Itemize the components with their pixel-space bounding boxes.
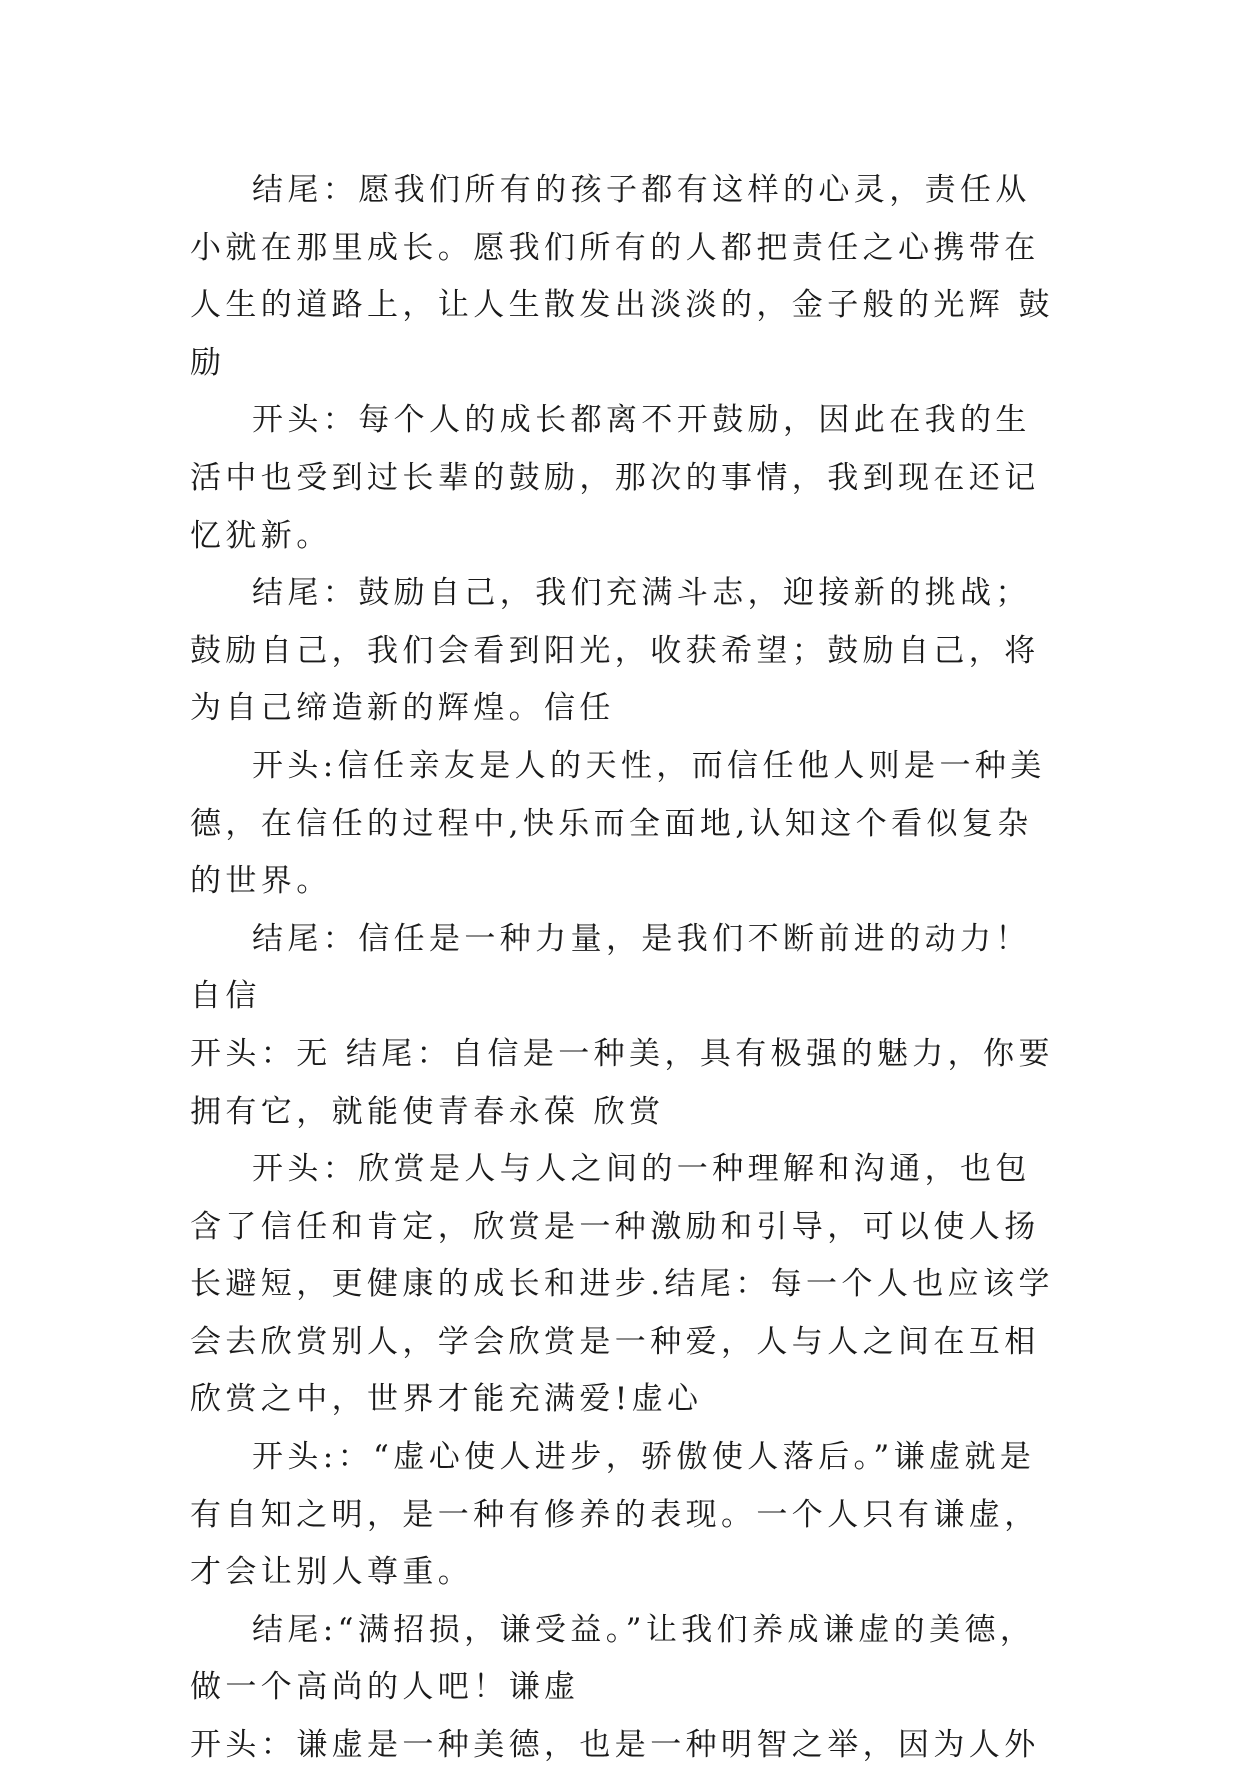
paragraph-modesty-opening: 开头：谦虚是一种美德，也是一种明智之举，因为人外 <box>190 1727 1040 1764</box>
document-body <box>190 162 1062 1775</box>
paragraph-openmind-ending: 结尾:“满招损，谦受益。”让我们养成谦虚的美德，做一个高尚的人吧！谦虚 <box>190 1611 1036 1706</box>
paragraph-trust-opening: 开头:信任亲友是人的天性，而信任他人则是一种美德，在信任的过程中,快乐而全面地,认知这个看似复杂的世界。 <box>190 747 1046 900</box>
paragraph-encouragement-ending: 结尾：鼓励自己，我们充满斗志，迎接新的挑战；鼓励自己，我们会看到阳光，收获希望；鼓励自己，将为自己缔造新的辉煌。信任 <box>190 575 1040 727</box>
paragraph-trust-ending: 结尾：信任是一种力量，是我们不断前进的动力！自信 <box>190 920 1031 1015</box>
paragraph-openmind-opening: 开头:：“虚心使人进步，骄傲使人落后。”谦虚就是有自知之明，是一种有修养的表现。一个人只有谦虚，才会让别人尊重。 <box>190 1439 1040 1591</box>
paragraph-confidence: 开头：无 结尾：自信是一种美，具有极强的魅力，你要拥有它，就能使青春永葆 欣赏 <box>190 1035 1054 1130</box>
paragraph-appreciation: 开头：欣赏是人与人之间的一种理解和沟通，也包含了信任和肯定，欣赏是一种激励和引导，可以使人扬长避短，更健康的成长和进步.结尾：每一个人也应该学会去欣赏别人，学会欣赏是一种爱，人与人之间在互相欣赏之中，世界才能充满爱!虚心 <box>190 1151 1054 1418</box>
paragraph-encouragement-opening: 开头：每个人的成长都离不开鼓励，因此在我的生活中也受到过长辈的鼓励，那次的事情，我到现在还记忆犹新。 <box>190 402 1040 554</box>
paragraph-responsibility-ending: 结尾：愿我们所有的孩子都有这样的心灵，责任从小就在那里成长。愿我们所有的人都把责任之心携带在人生的道路上，让人生散发出淡淡的，金子般的光辉 鼓励 <box>190 172 1054 381</box>
